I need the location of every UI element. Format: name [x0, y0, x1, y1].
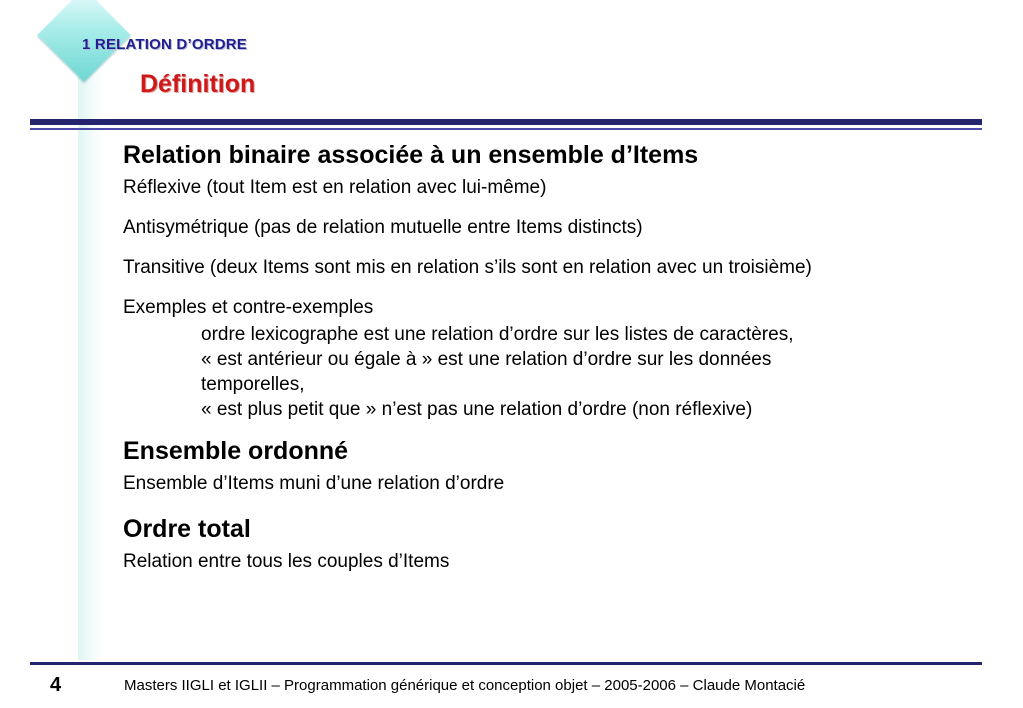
example-item: « est antérieur ou égale à » est une relation d’ordre sur les données — [201, 349, 772, 370]
footer-credits: Masters IIGLI et IGLII – Programmation générique et conception objet – 2005-2006 – Claude Montacié — [124, 677, 806, 694]
heading-ordre-total: Ordre total — [123, 515, 251, 543]
text-ensemble-ordonne: Ensemble d’Items muni d’une relation d’ordre — [123, 473, 505, 494]
page-number: 4 — [50, 674, 62, 696]
footer-rule — [30, 662, 982, 665]
header-rule-thick — [30, 119, 982, 125]
text-reflexive: Réflexive (tout Item est en relation avec lui-même) — [123, 177, 547, 198]
example-item-continued: temporelles, — [201, 374, 305, 395]
slide-content — [123, 138, 993, 590]
section-kicker: 1 RELATION D’ORDRE — [82, 36, 247, 53]
header-rule-thin — [30, 128, 982, 130]
heading-relation-binaire: Relation binaire associée à un ensemble d’Items — [123, 141, 699, 169]
example-item: ordre lexicographe est une relation d’ordre sur les listes de caractères, — [201, 324, 794, 345]
text-ordre-total: Relation entre tous les couples d’Items — [123, 551, 450, 572]
text-transitive: Transitive (deux Items sont mis en relation s’ils sont en relation avec un troisième) — [123, 257, 812, 278]
slide-title: Définition — [140, 70, 256, 98]
text-examples-intro: Exemples et contre-exemples — [123, 297, 374, 318]
text-antisymmetric: Antisymétrique (pas de relation mutuelle entre Items distincts) — [123, 217, 643, 238]
counter-example-item: « est plus petit que » n’est pas une relation d’ordre (non réflexive) — [201, 399, 753, 420]
heading-ensemble-ordonne: Ensemble ordonné — [123, 437, 349, 465]
